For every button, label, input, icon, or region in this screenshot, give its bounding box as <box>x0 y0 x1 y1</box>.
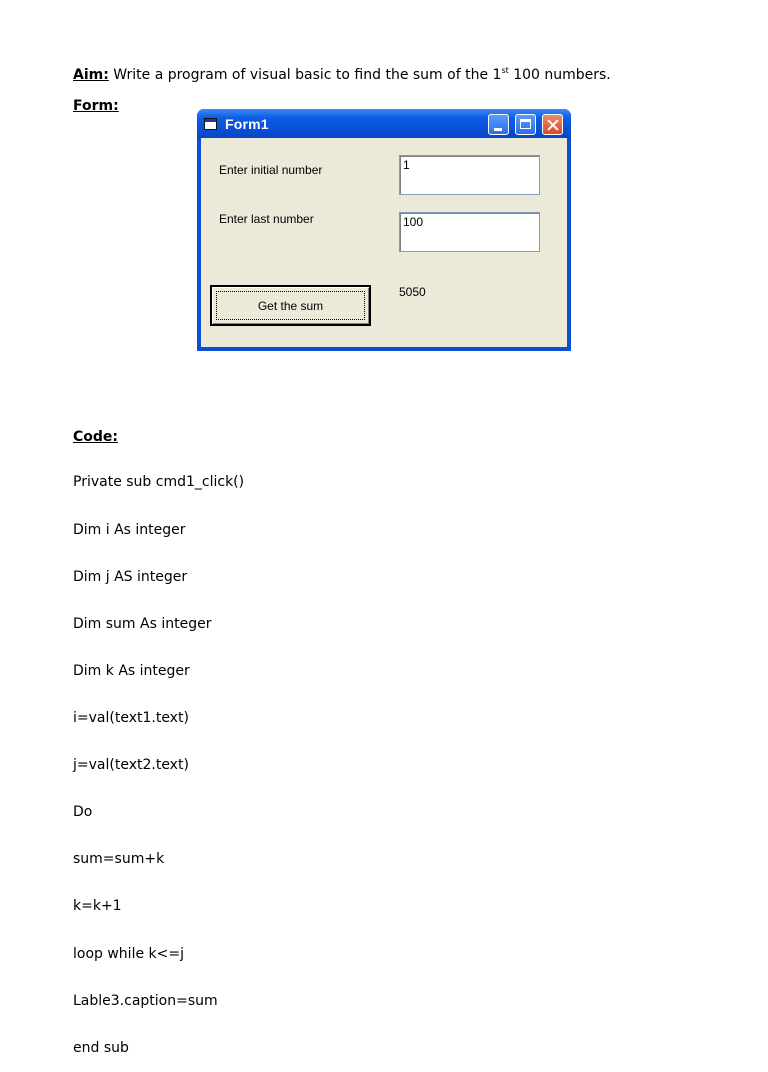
code-line: Lable3.caption=sum <box>73 992 218 1009</box>
code-line: Private sub cmd1_click() <box>73 474 245 491</box>
code-listing <box>73 444 244 1072</box>
code-line: sum=sum+k <box>73 851 165 868</box>
code-line: Dim sum As integer <box>73 615 212 632</box>
code-line: Do <box>73 804 93 821</box>
initial-number-field[interactable]: 1 <box>399 155 540 195</box>
last-number-field[interactable]: 100 <box>399 212 540 252</box>
form1-window <box>197 109 571 351</box>
window-title: Form1 <box>225 116 269 132</box>
get-sum-button-label: Get the sum <box>257 298 324 313</box>
get-sum-button[interactable] <box>210 285 371 326</box>
code-line: Dim i As integer <box>73 521 186 538</box>
aim-label: Aim: <box>73 67 109 83</box>
title-bar[interactable] <box>197 109 571 138</box>
aim-text-after: 100 numbers. <box>508 67 611 83</box>
code-line: end sub <box>73 1039 129 1056</box>
aim-superscript: st <box>501 66 509 75</box>
close-icon[interactable] <box>542 114 563 135</box>
aim-line <box>73 66 611 83</box>
form-heading: Form: <box>73 98 119 114</box>
code-line: Dim j AS integer <box>73 568 188 585</box>
form-client-area <box>201 138 567 347</box>
code-line: k=k+1 <box>73 898 122 915</box>
aim-text-before: Write a program of visual basic to find the sum of the 1 <box>108 67 502 83</box>
code-line: loop while k<=j <box>73 945 184 962</box>
minimize-icon[interactable] <box>488 114 509 135</box>
vb-form-icon[interactable] <box>204 118 217 130</box>
maximize-icon[interactable] <box>515 114 536 135</box>
code-heading: Code: <box>73 429 119 445</box>
code-line: j=val(text2.text) <box>73 757 189 774</box>
initial-number-label: Enter initial number <box>219 163 323 177</box>
code-line: i=val(text1.text) <box>73 709 189 726</box>
code-line: Dim k As integer <box>73 662 190 679</box>
sum-result-label: 5050 <box>399 285 426 299</box>
last-number-label: Enter last number <box>219 212 314 226</box>
